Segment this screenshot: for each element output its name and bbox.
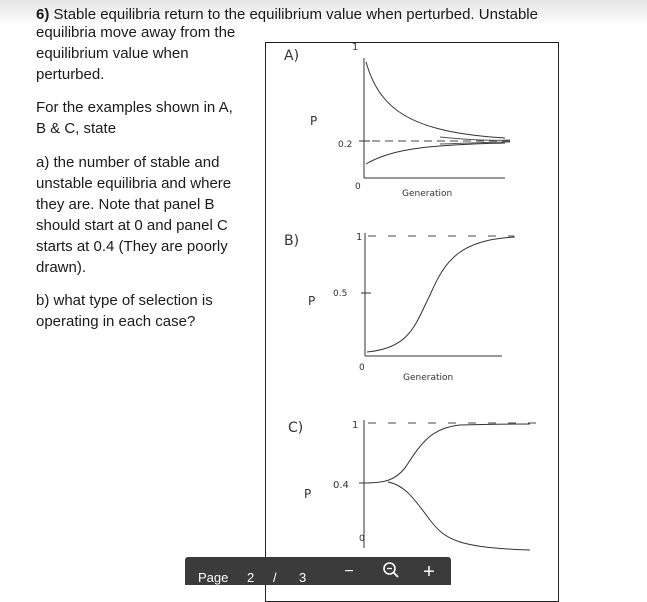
panel-c-y-zero: 0 — [359, 534, 365, 544]
page-separator: / — [273, 570, 277, 585]
zoom-fit-button[interactable] — [380, 561, 402, 583]
panel-c-y-axis-label: P — [304, 487, 312, 501]
panel-a-upper-curve — [366, 62, 505, 138]
panel-b-y-top: 1 — [356, 232, 363, 243]
zoom-in-button[interactable]: + — [423, 561, 435, 583]
panel-b-sigmoid-curve — [367, 237, 515, 352]
panel-c-upper-curve — [366, 424, 530, 483]
instruction-line-1: For the examples shown in A, — [36, 99, 233, 116]
question-intro: Stable equilibria return to the equilibrium value when perturbed. Unstable — [53, 6, 538, 23]
panel-b-y-zero: 0 — [359, 363, 365, 373]
panel-a-y-axis-label: P — [310, 114, 318, 128]
zoom-out-button[interactable]: − — [344, 563, 354, 580]
pdf-viewer-toolbar — [185, 557, 451, 585]
panel-a-lower-curve — [366, 143, 505, 164]
page-label: Page — [198, 570, 229, 585]
part-b-line-1: b) what type of selection is — [36, 292, 213, 309]
part-a-line-2: unstable equilibria and where — [36, 175, 232, 192]
panel-a-y-mid: 0.2 — [338, 140, 353, 150]
panel-b-y-mid: 0.5 — [333, 289, 348, 299]
part-a-line-6: drawn). — [36, 259, 87, 276]
part-b-line-2: operating in each case? — [36, 313, 196, 330]
part-a-line-3: they are. Note that panel B — [36, 196, 215, 213]
instruction-line-2: B & C, state — [36, 120, 117, 137]
panel-a-y-zero: 0 — [355, 182, 361, 192]
part-a-line-4: should start at 0 and panel C — [36, 217, 228, 234]
part-a-line-1: a) the number of stable and — [36, 154, 220, 171]
magnifier-icon — [382, 561, 400, 579]
question-number: 6) — [36, 6, 50, 23]
panel-b-y-axis-label: P — [308, 294, 316, 308]
part-a-line-5: starts at 0.4 (They are poorly — [36, 238, 228, 255]
current-page-number[interactable]: 2 — [247, 570, 255, 585]
total-pages: 3 — [299, 570, 307, 585]
panel-a-x-axis-label: Generation — [402, 189, 453, 199]
question-line-2: equilibria move away from the — [36, 24, 236, 41]
panel-a-y-top: 1 — [352, 42, 359, 53]
panel-c-y-top: 1 — [352, 420, 359, 431]
panel-b-x-axis-label: Generation — [403, 373, 454, 383]
panel-a-label: A) — [284, 48, 300, 64]
panel-c-y-mid: 0.4 — [333, 480, 349, 491]
panel-c-lower-curve — [388, 482, 530, 550]
panel-b-label: B) — [284, 233, 300, 249]
panel-c-label: C) — [288, 420, 304, 436]
question-line-3: equilibrium value when — [36, 45, 189, 62]
question-line-4: perturbed. — [36, 66, 105, 83]
